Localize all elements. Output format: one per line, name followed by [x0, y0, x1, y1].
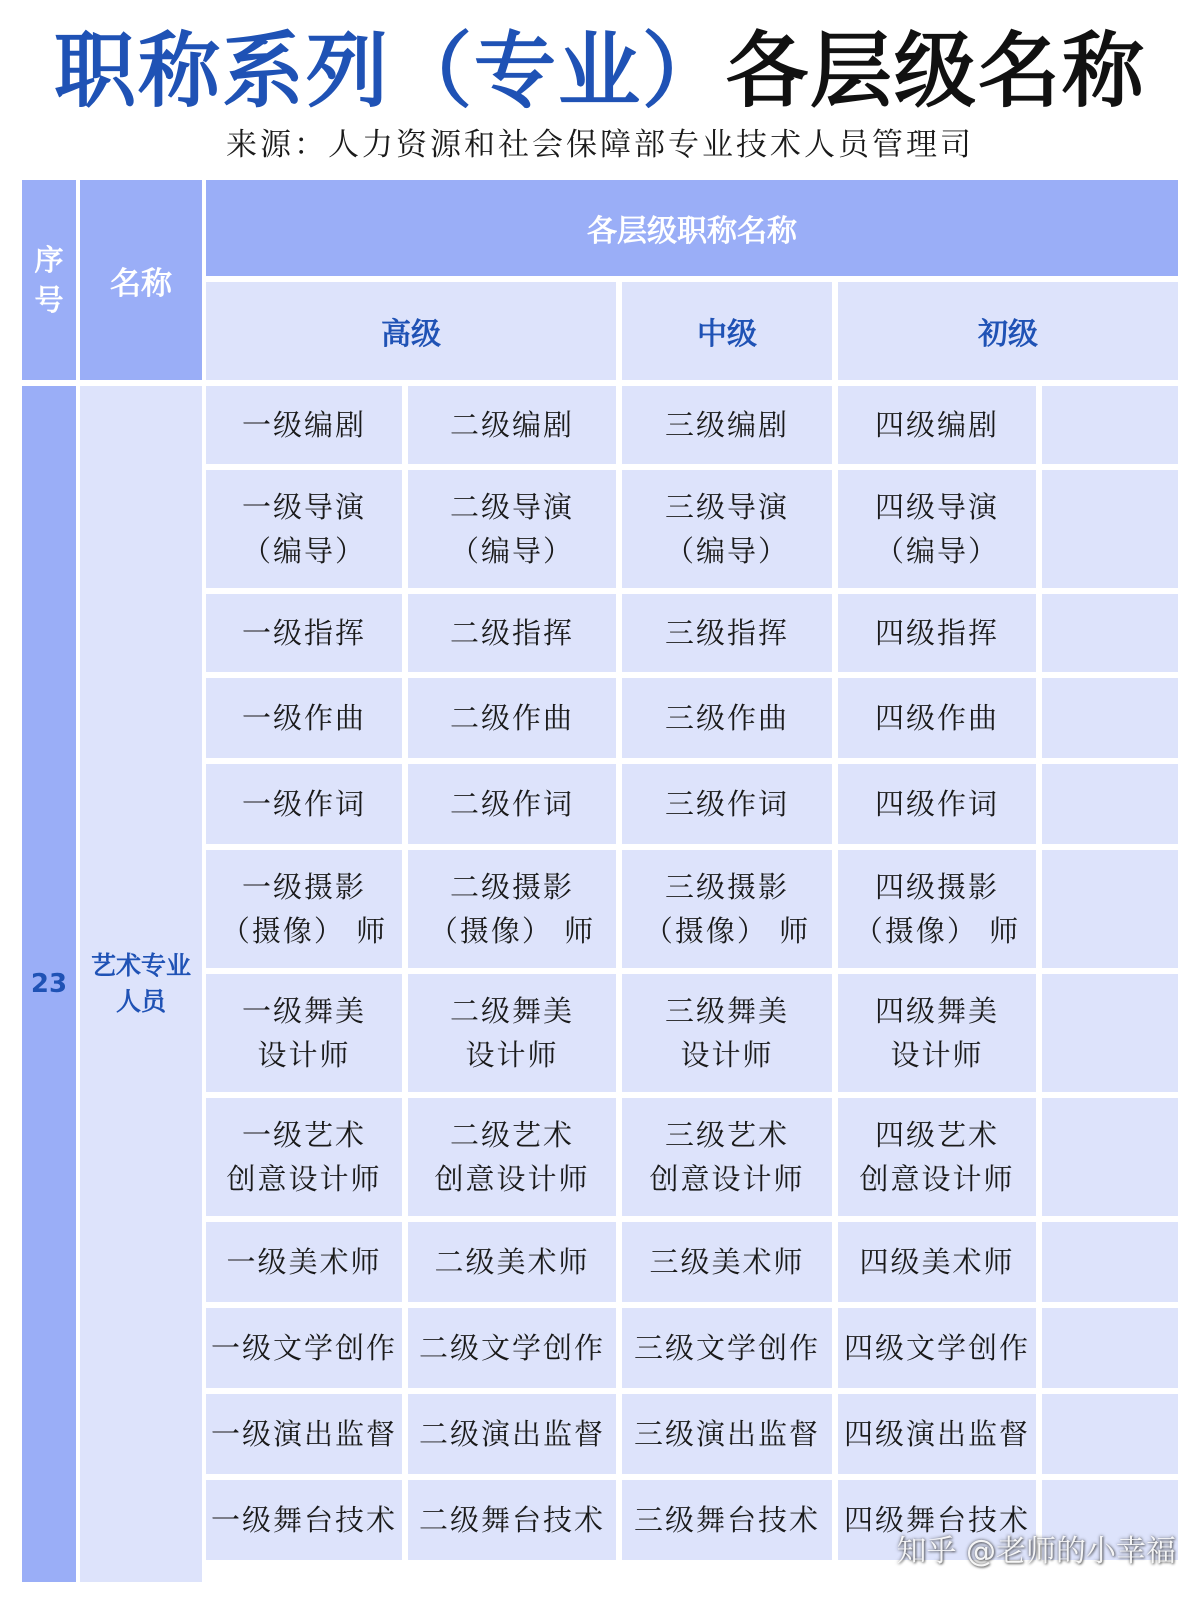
header-level-senior: 高级 [206, 282, 616, 380]
title-cell-line: （编导） [664, 534, 789, 568]
title-cell-line: 一级舞美 [241, 994, 366, 1028]
title-cell [622, 1394, 832, 1474]
page-title [0, 14, 1200, 119]
title-cell-line: 三级作曲 [664, 701, 789, 735]
title-cell-line: 一级艺术 [241, 1118, 366, 1152]
title-cell [408, 678, 616, 758]
header-serial-number [22, 180, 76, 380]
title-cell-line: （编导） [241, 534, 366, 568]
title-cell [408, 850, 616, 968]
title-cell-line: 二级指挥 [449, 616, 574, 650]
header-name: 名称 [80, 180, 202, 380]
title-cell-line: 三级演出监督 [633, 1417, 820, 1451]
title-cell-line: 二级编剧 [449, 408, 574, 442]
title-cell-line: 四级导演 [874, 490, 999, 524]
title-cell-line: 创意设计师 [859, 1162, 1015, 1196]
empty-cell [1042, 1098, 1178, 1216]
title-part-levels: 各层级名称 [726, 23, 1147, 119]
title-cell-line: 三级摄影 [664, 870, 789, 904]
title-cell-line: 三级导演 [664, 490, 789, 524]
title-cell-line: 四级摄影 [874, 870, 999, 904]
title-cell-line: 创意设计师 [226, 1162, 382, 1196]
title-cell-line: 一级摄影 [241, 870, 366, 904]
title-cell [206, 470, 402, 588]
title-cell [408, 1480, 616, 1560]
empty-cell [1042, 974, 1178, 1092]
title-cell [622, 594, 832, 672]
title-cell-line: 一级导演 [241, 490, 366, 524]
title-cell-line: 二级美术师 [434, 1245, 590, 1279]
title-cell [206, 1394, 402, 1474]
title-cell-line: 四级编剧 [874, 408, 999, 442]
header-serial-number-label: 序 号 [34, 243, 64, 317]
title-cell [622, 678, 832, 758]
title-cell-line: 二级作曲 [449, 701, 574, 735]
title-cell [622, 850, 832, 968]
title-cell [408, 1394, 616, 1474]
header-level-junior: 初级 [838, 282, 1178, 380]
title-cell-line: （摄像） 师 [853, 914, 1021, 948]
title-cell [206, 974, 402, 1092]
title-cell-line: 四级舞美 [874, 994, 999, 1028]
title-cell [838, 764, 1036, 844]
empty-cell [1042, 1308, 1178, 1388]
title-cell [408, 974, 616, 1092]
title-cell [838, 678, 1036, 758]
source-line: 来源：人力资源和社会保障部专业技术人员管理司 [226, 127, 974, 163]
title-cell-line: 四级指挥 [874, 616, 999, 650]
title-cell [408, 386, 616, 464]
title-cell [206, 1222, 402, 1302]
title-cell-line: （编导） [874, 534, 999, 568]
title-cell [206, 850, 402, 968]
title-cell [206, 678, 402, 758]
title-cell-line: 一级作词 [241, 787, 366, 821]
title-cell [622, 1308, 832, 1388]
title-cell-line: （摄像） 师 [428, 914, 596, 948]
empty-cell [1042, 850, 1178, 968]
title-cell-line: 三级舞台技术 [633, 1503, 820, 1537]
title-cell-line: 四级艺术 [874, 1118, 999, 1152]
title-cell-line: 一级编剧 [241, 408, 366, 442]
title-cell-line: 四级作词 [874, 787, 999, 821]
title-cell-line: 一级舞台技术 [210, 1503, 397, 1537]
empty-cell [1042, 470, 1178, 588]
header-level-titles: 各层级职称名称 [206, 180, 1178, 276]
title-cell [838, 1098, 1036, 1216]
title-cell-line: 四级作曲 [874, 701, 999, 735]
title-cell-line: 一级指挥 [241, 616, 366, 650]
row-category-name-label: 艺术专业 人员 [90, 951, 191, 1016]
title-cell-line: 三级作词 [664, 787, 789, 821]
title-cell [206, 386, 402, 464]
title-cell [838, 594, 1036, 672]
empty-cell [1042, 764, 1178, 844]
empty-cell [1042, 1222, 1178, 1302]
title-cell-line: 二级艺术 [449, 1118, 574, 1152]
title-cell-line: 一级演出监督 [210, 1417, 397, 1451]
title-cell [838, 470, 1036, 588]
title-cell [206, 764, 402, 844]
title-cell [206, 1098, 402, 1216]
row-category-name [80, 386, 202, 1582]
title-cell [206, 1308, 402, 1388]
title-cell-line: 一级文学创作 [210, 1331, 397, 1365]
title-cell [622, 470, 832, 588]
title-cell [408, 594, 616, 672]
header-level-intermediate: 中级 [622, 282, 832, 380]
title-cell [838, 974, 1036, 1092]
title-cell [622, 974, 832, 1092]
title-cell-line: 二级文学创作 [418, 1331, 605, 1365]
title-part-series: 职称系列（专业） [53, 23, 726, 119]
title-cell [408, 764, 616, 844]
title-cell [838, 1222, 1036, 1302]
watermark: 知乎 @老师的小幸福 [896, 1534, 1176, 1569]
title-cell [408, 1098, 616, 1216]
row-serial-number: 23 [22, 386, 76, 1582]
title-cell-line: 一级美术师 [226, 1245, 382, 1279]
title-cell-line: 设计师 [465, 1038, 559, 1072]
empty-cell [1042, 386, 1178, 464]
empty-cell [1042, 678, 1178, 758]
title-cell [838, 1394, 1036, 1474]
title-cell [408, 1222, 616, 1302]
title-cell-line: 设计师 [890, 1038, 984, 1072]
title-cell [838, 1308, 1036, 1388]
title-cell-line: 四级演出监督 [843, 1417, 1030, 1451]
title-cell [622, 386, 832, 464]
title-cell [408, 1308, 616, 1388]
title-cell-line: 二级摄影 [449, 870, 574, 904]
title-cell-line: 三级指挥 [664, 616, 789, 650]
title-cell [838, 386, 1036, 464]
title-cell [408, 470, 616, 588]
empty-cell [1042, 594, 1178, 672]
title-cell-line: 三级美术师 [649, 1245, 805, 1279]
title-cell-line: 三级文学创作 [633, 1331, 820, 1365]
title-cell-line: 创意设计师 [649, 1162, 805, 1196]
title-cell-line: 三级舞美 [664, 994, 789, 1028]
title-cell-line: 设计师 [680, 1038, 774, 1072]
title-cell-line: 四级美术师 [859, 1245, 1015, 1279]
title-cell-line: 二级导演 [449, 490, 574, 524]
title-cell-line: （摄像） 师 [643, 914, 811, 948]
title-cell-line: 二级舞美 [449, 994, 574, 1028]
title-cell [622, 1098, 832, 1216]
title-cell [206, 1480, 402, 1560]
title-cell-line: 四级文学创作 [843, 1331, 1030, 1365]
title-cell-line: 二级作词 [449, 787, 574, 821]
title-cell [206, 594, 402, 672]
title-cell [622, 1222, 832, 1302]
title-cell-line: （摄像） 师 [220, 914, 388, 948]
title-cell [838, 850, 1036, 968]
title-cell-line: 四级舞台技术 [843, 1503, 1030, 1537]
title-cell-line: 三级编剧 [664, 408, 789, 442]
title-cell-line: 一级作曲 [241, 701, 366, 735]
title-cell [622, 764, 832, 844]
title-cell-line: 创意设计师 [434, 1162, 590, 1196]
title-cell-line: （编导） [449, 534, 574, 568]
empty-cell [1042, 1394, 1178, 1474]
title-cell-line: 二级舞台技术 [418, 1503, 605, 1537]
title-cell [622, 1480, 832, 1560]
title-cell-line: 设计师 [257, 1038, 351, 1072]
title-cell-line: 三级艺术 [664, 1118, 789, 1152]
title-cell-line: 二级演出监督 [418, 1417, 605, 1451]
